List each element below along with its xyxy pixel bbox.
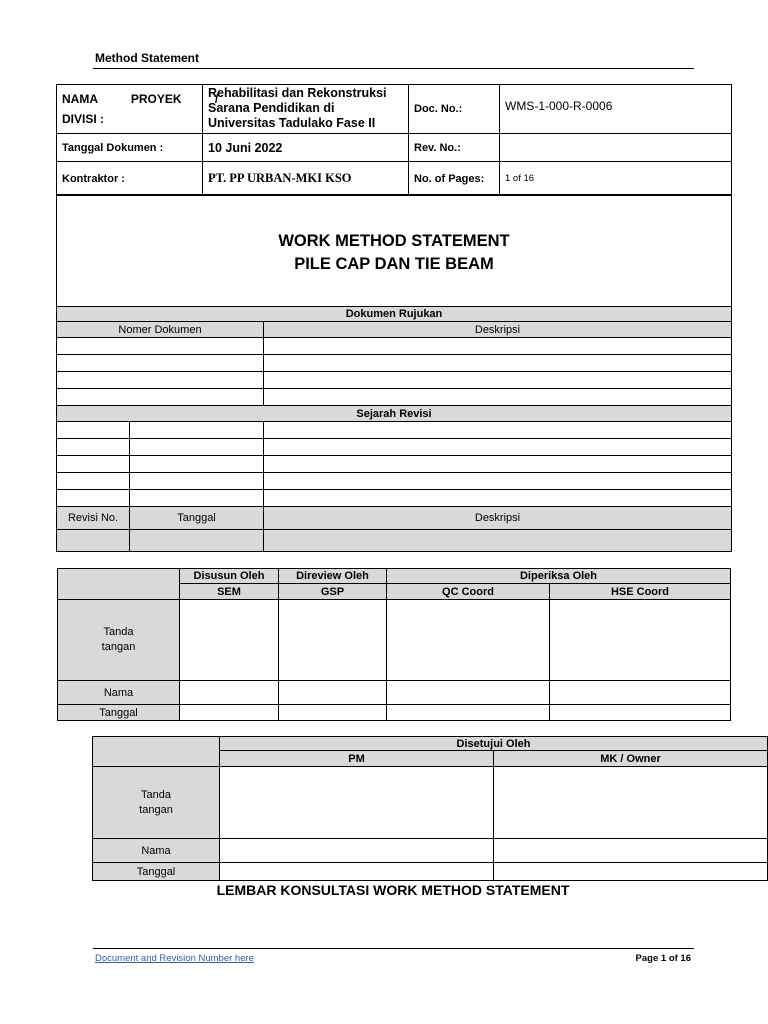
rujukan-cell: [264, 389, 732, 406]
revisi-cell: [264, 439, 732, 456]
tanggal-dokumen-label: Tanggal Dokumen :: [57, 134, 203, 162]
nama-label: Nama: [93, 839, 220, 863]
approval-corner: [58, 569, 180, 600]
kontraktor-value: PT. PP URBAN-MKI KSO: [203, 162, 409, 196]
signature-cell: [387, 600, 550, 681]
tanda-line: Tanda: [141, 788, 171, 801]
lembar-konsultasi-title: LEMBAR KONSULTASI WORK METHOD STATEMENT: [216, 882, 570, 898]
role-pm: PM: [220, 751, 494, 767]
no-of-pages-value: 1 of 16: [500, 162, 732, 196]
role-qc-coord: QC Coord: [387, 584, 550, 600]
tanggal-cell: [550, 705, 731, 721]
revisi-cell: [264, 473, 732, 490]
tangan-line: tangan: [101, 641, 136, 653]
tanggal-cell: [180, 705, 279, 721]
rujukan-cell: [264, 372, 732, 389]
signature-cell: [220, 767, 494, 839]
diperiksa-oleh: Diperiksa Oleh: [387, 569, 731, 584]
rev-no-label: Rev. No.:: [409, 134, 500, 162]
revisi-cell: [57, 473, 130, 490]
role-hse-coord: HSE Coord: [550, 584, 731, 600]
signature-cell: [550, 600, 731, 681]
info-table: [56, 84, 732, 196]
rujukan-col-nomor: Nomer Dokumen: [57, 322, 264, 338]
rujukan-cell: [57, 389, 264, 406]
revisi-col-no: Revisi No.: [57, 507, 130, 530]
revisi-cell: [130, 439, 264, 456]
no-of-pages-label: No. of Pages:: [409, 162, 500, 196]
header-rule: [93, 68, 694, 69]
tanda-line: Tanda: [103, 626, 134, 638]
tanggal-cell: [279, 705, 387, 721]
disetujui-oleh: Disetujui Oleh: [220, 737, 768, 751]
rujukan-cell: [264, 338, 732, 355]
tanda-tangan-label: [93, 767, 220, 839]
tanda-tangan-label: [58, 600, 180, 681]
nama-cell: [550, 681, 731, 705]
tanggal-cell: [220, 863, 494, 881]
approval2-corner: [93, 737, 220, 767]
revisi-cell: [57, 456, 130, 473]
revisi-cell: [130, 422, 264, 439]
role-sem: SEM: [180, 584, 279, 600]
revisi-cell: [264, 422, 732, 439]
role-gsp: GSP: [279, 584, 387, 600]
document-subtitle: PILE CAP DAN TIE BEAM: [294, 254, 494, 273]
doc-no-label: Doc. No.:: [409, 85, 500, 134]
tangan-line: tangan: [139, 803, 173, 816]
revisi-cell: [130, 473, 264, 490]
role-mk-owner: MK / Owner: [494, 751, 768, 767]
proyek-value-line: Rehabilitasi dan Rekonstruksi: [208, 86, 387, 100]
revisi-cell: [264, 490, 732, 507]
signature-cell: [494, 767, 768, 839]
revisi-cell: [264, 456, 732, 473]
tanggal-label: Tanggal: [93, 863, 220, 881]
table-row: [57, 422, 732, 439]
table-row: [57, 439, 732, 456]
nama-cell: [279, 681, 387, 705]
rujukan-cell: [57, 355, 264, 372]
nama-cell: [180, 681, 279, 705]
direview-oleh: Direview Oleh: [279, 569, 387, 584]
footer-page-number: Page 1 of 16: [635, 953, 691, 964]
document-table: [56, 194, 732, 552]
approval-table: [57, 568, 731, 721]
revisi-cell: [57, 439, 130, 456]
table-row: [57, 456, 732, 473]
signature-cell: [279, 600, 387, 681]
nama-cell: [220, 839, 494, 863]
proyek-label: NAMA PROYEK /: [62, 92, 219, 106]
rujukan-heading: Dokumen Rujukan: [57, 307, 732, 322]
footer-rule: [93, 948, 694, 949]
signature-cell: [180, 600, 279, 681]
nama-label: Nama: [58, 681, 180, 705]
revisi-col-deskripsi: Deskripsi: [264, 507, 732, 530]
header-title: Method Statement: [95, 51, 200, 65]
revisi-heading: Sejarah Revisi: [57, 406, 732, 422]
revisi-col-tanggal: Tanggal: [130, 507, 264, 530]
revisi-cell: [130, 456, 264, 473]
proyek-value-cell: [203, 85, 409, 134]
kontraktor-label: Kontraktor :: [57, 162, 203, 196]
table-row: [57, 372, 732, 389]
nama-cell: [387, 681, 550, 705]
revisi-cell: [57, 422, 130, 439]
table-row: [57, 530, 732, 552]
revisi-cell: [57, 490, 130, 507]
table-row: [57, 338, 732, 355]
rujukan-cell: [57, 338, 264, 355]
document-revision-link[interactable]: Document and Revision Number here: [95, 953, 254, 964]
tanggal-label: Tanggal: [58, 705, 180, 721]
revisi-cell: [264, 530, 732, 552]
table-row: [57, 389, 732, 406]
divisi-label: DIVISI :: [62, 112, 105, 126]
document-title: WORK METHOD STATEMENT: [278, 231, 510, 250]
disusun-oleh: Disusun Oleh: [180, 569, 279, 584]
rev-no-value: [500, 134, 732, 162]
rujukan-cell: [264, 355, 732, 372]
title-block: [57, 195, 732, 307]
tanggal-cell: [387, 705, 550, 721]
approval-table-2: [92, 736, 768, 881]
table-row: [57, 473, 732, 490]
doc-no-value: WMS-1-000-R-0006: [500, 85, 732, 134]
rujukan-cell: [57, 372, 264, 389]
table-row: [57, 355, 732, 372]
tanggal-dokumen-value: 10 Juni 2022: [203, 134, 409, 162]
rujukan-col-deskripsi: Deskripsi: [264, 322, 732, 338]
tanggal-cell: [494, 863, 768, 881]
revisi-cell: [130, 530, 264, 552]
revisi-cell: [130, 490, 264, 507]
revisi-cell: [57, 530, 130, 552]
proyek-value-line: Universitas Tadulako Fase II: [208, 116, 376, 130]
nama-cell: [494, 839, 768, 863]
proyek-value-line: Sarana Pendidikan di: [208, 101, 335, 115]
table-row: [57, 490, 732, 507]
proyek-label-cell: [57, 85, 219, 134]
